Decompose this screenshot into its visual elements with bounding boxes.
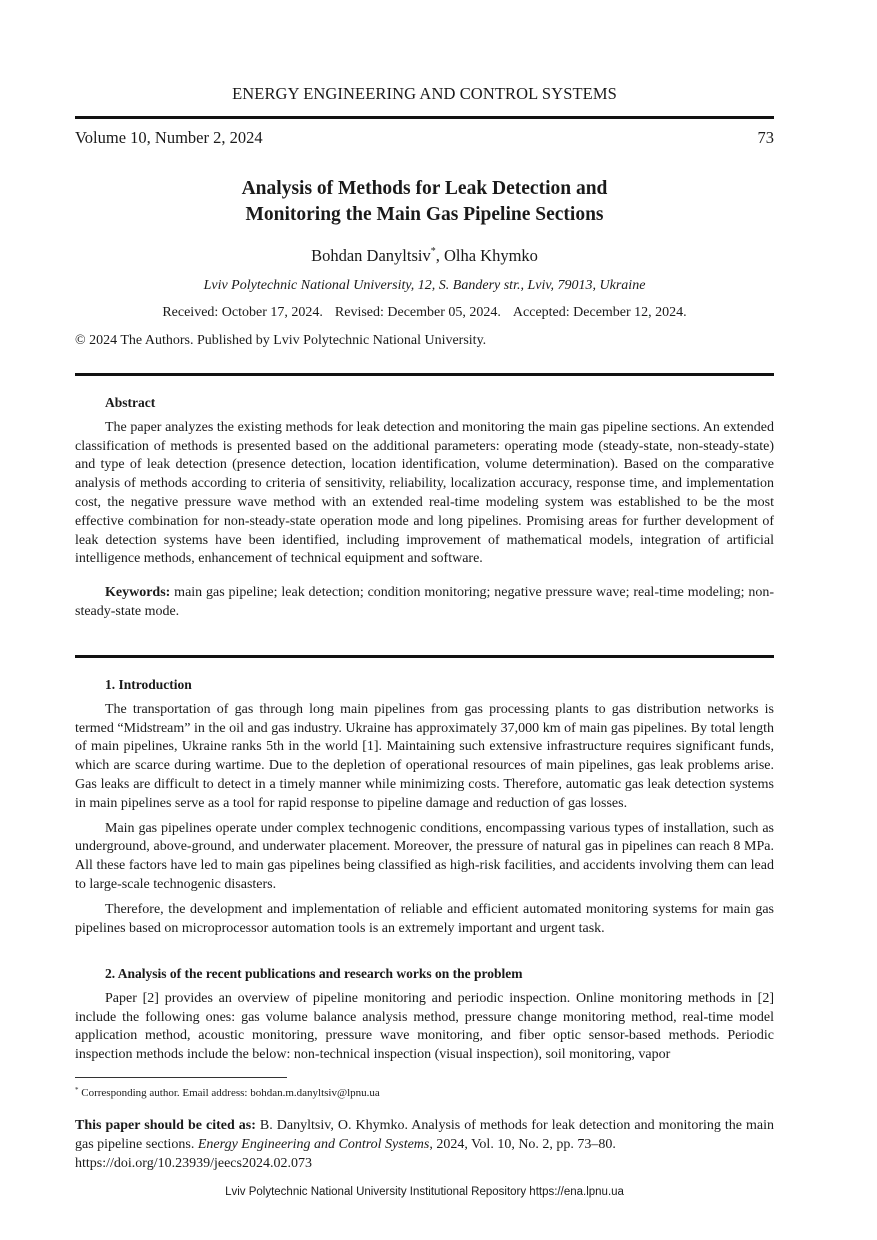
copyright-notice: © 2024 The Authors. Published by Lviv Polytechnic National University. (75, 333, 487, 348)
section-analysis (75, 965, 774, 1065)
footnote (75, 1086, 774, 1099)
journal-name: ENERGY ENGINEERING AND CONTROL SYSTEMS (232, 84, 617, 103)
citation-block (75, 1117, 774, 1173)
volume-line (75, 128, 774, 148)
abstract-section (75, 394, 774, 622)
volume-info: Volume 10, Number 2, 2024 (75, 128, 263, 147)
accepted-date: Accepted: December 12, 2024. (512, 305, 687, 320)
keywords-list: main gas pipeline; leak detection; condition monitoring; negative pressure wave; real-time modeling; non-steady-state mode. (75, 585, 774, 619)
keywords-label: Keywords: (105, 585, 171, 601)
section-heading: 1. Introduction (105, 677, 192, 692)
paragraph: Paper [2] provides an overview of pipeline monitoring and periodic inspection. Online monitoring methods in [2] include the following ones: gas volume balance analysis method, pressure change monitoring method, real-time model application method, acoustic monitoring, pressure wave monitoring, and fiber optic sensor-based methods. Periodic inspection methods include the below: non-technical inspection (visual inspection), soil monitoring, vapor (75, 990, 774, 1063)
title-line-1: Analysis of Methods for Leak Detection and (241, 178, 608, 199)
repository-footer: Lviv Polytechnic National University Institutional Repository https://ena.lpnu.ua (225, 1186, 624, 1198)
doi-link[interactable]: https://doi.org/10.23939/jeecs2024.02.073 (75, 1155, 312, 1171)
citation-text: B. Danyltsiv, O. Khymko. Analysis of methods for leak detection and monitoring the main gas pipeline sections. (75, 1118, 775, 1152)
section-heading: 2. Analysis of the recent publications and research works on the problem (105, 966, 523, 981)
author-1: Bohdan Danyltsiv (311, 246, 431, 265)
citation-label: This paper should be cited as: (75, 1118, 256, 1133)
abstract-heading: Abstract (105, 395, 156, 410)
revised-date: Revised: December 05, 2024. (334, 305, 501, 320)
article-title (75, 176, 774, 228)
authors (75, 246, 774, 266)
keywords (75, 584, 774, 622)
citation-details: , 2024, Vol. 10, No. 2, pp. 73–80. (429, 1136, 616, 1152)
abstract-top-rule (75, 373, 774, 376)
abstract-bottom-rule (75, 655, 774, 658)
paragraph: The transportation of gas through long main pipelines from gas processing plants to gas distribution networks is termed “Midstream” in the oil and gas industry. Ukraine has approximately 37,000 km of main gas pipelines. By total length of main pipelines, Ukraine ranks 5th in the world [1]. Maintaining such extensive infrastructure requires significant funds, which are scarce during wartime. Due to the depletion of operational resources of main pipelines, gas leak problems arise. Gas leaks are difficult to detect in a timely manner while minimizing costs. Therefore, automatic gas leak detection systems in main pipelines serve as a tool for rapid response to pipeline damage and reduction of gas losses. (75, 701, 774, 811)
header-rule (75, 116, 774, 119)
citation-journal: Energy Engineering and Control Systems (197, 1136, 430, 1152)
paragraph: Therefore, the development and implementation of reliable and efficient automated monitoring systems for main gas pipelines based on microprocessor automation tools is an extremely important and urgent task. (75, 901, 774, 936)
title-line-2: Monitoring the Main Gas Pipeline Sections (245, 204, 604, 225)
footnote-rule (75, 1077, 287, 1078)
paragraph: Main gas pipelines operate under complex technogenic conditions, encompassing various types of installation, such as underground, above-ground, and underwater placement. Moreover, the pressure of natural gas in pipelines can reach 8 MPa. All these factors have led to main gas pipelines being classified as high-risk facilities, and accidents involving them can lead to large-scale technogenic disasters. (75, 820, 774, 892)
author-separator: , (435, 246, 444, 265)
page-number: 73 (757, 128, 774, 147)
corresponding-author-mark: * (430, 246, 436, 257)
author-2: Olha Khymko (443, 246, 538, 265)
received-date: Received: October 17, 2024. (162, 305, 323, 320)
publication-dates (75, 305, 774, 321)
abstract-text: The paper analyzes the existing methods for leak detection and monitoring the main gas pipeline sections. An extended classification of methods is presented based on the additional parameters: operating mode (steady-state, non-steady-state) and type of leak detection (presence detection, location identification, volume determination). Based on the comparative analysis of methods according to criteria of sensitivity, reliability, localization accuracy, response time, and implementation cost, the negative pressure wave method with an extended real-time modeling system was established to be the most effective combination for non-steady-state operation mode and long pipelines. Promising areas for further development of leak detection systems have been identified, including improvement of mathematical models, integration of artificial intelligence methods, enhancement of technical equipment and software. (75, 419, 774, 567)
footnote-text: Corresponding author. Email address: bohdan.m.danyltsiv@lpnu.ua (78, 1087, 380, 1099)
affiliation: Lviv Polytechnic National University, 12, S. Bandery str., Lviv, 79013, Ukraine (203, 278, 646, 293)
footnote-mark: * (75, 1086, 79, 1094)
section-introduction (75, 676, 774, 938)
